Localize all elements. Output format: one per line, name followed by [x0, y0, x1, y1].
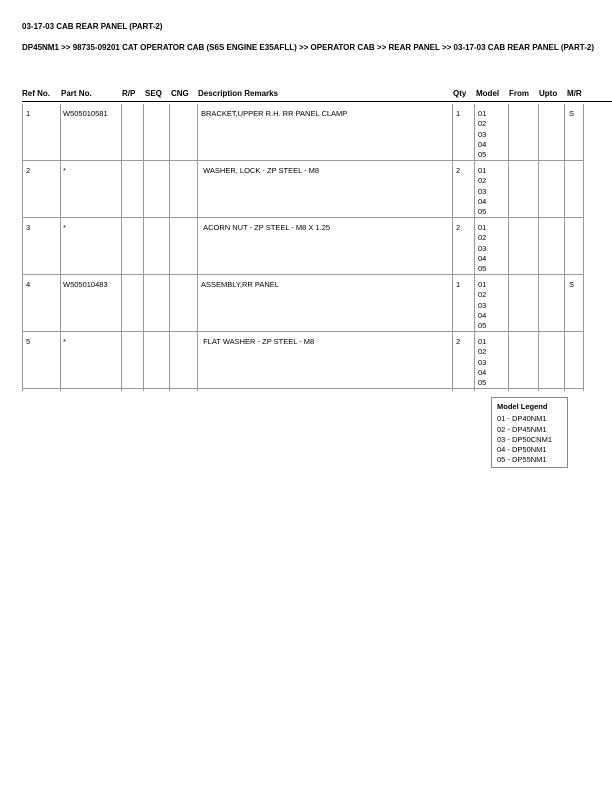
header-divider	[22, 101, 612, 102]
cell-description: BRACKET,UPPER R.H. RR PANEL CLAMP	[201, 109, 348, 118]
cell-description: WASHER, LOCK - ZP STEEL - M8	[201, 166, 320, 175]
table-row	[22, 275, 583, 332]
header-rp: R/P	[122, 89, 136, 98]
cell-qty: 2	[456, 337, 461, 346]
cell-part-no[interactable]: W505010581	[63, 109, 108, 118]
cell-part-no[interactable]: W505010483	[63, 280, 108, 289]
header-seq: SEQ	[145, 89, 162, 98]
cell-mr: S	[569, 280, 575, 289]
table-row	[22, 218, 583, 275]
cell-qty: 1	[456, 280, 461, 289]
cell-models: 01 02 03 04 05	[478, 280, 487, 331]
parts-table	[22, 104, 583, 389]
cell-part-no[interactable]: *	[63, 337, 66, 346]
cell-ref: 5	[26, 337, 31, 346]
cell-qty: 2	[456, 166, 461, 175]
header-description: Description Remarks	[198, 89, 279, 98]
cell-models: 01 02 03 04 05	[478, 166, 487, 217]
cell-qty: 1	[456, 109, 461, 118]
cell-ref: 4	[26, 280, 31, 289]
legend-item: 02 - DP45NM1	[497, 424, 547, 434]
table-row	[22, 332, 583, 389]
header-upto: Upto	[539, 89, 558, 98]
header-qty: Qty	[453, 89, 467, 98]
header-ref-no: Ref No.	[22, 89, 50, 98]
cell-ref: 1	[26, 109, 31, 118]
cell-models: 01 02 03 04 05	[478, 109, 487, 160]
grid-line	[583, 104, 584, 391]
legend-item: 04 - DP50NM1	[497, 445, 547, 455]
cell-mr: S	[569, 109, 575, 118]
header-cng: CNG	[171, 89, 189, 98]
cell-description: ASSEMBLY,RR PANEL	[201, 280, 279, 289]
header-from: From	[509, 89, 529, 98]
header-mr: M/R	[567, 89, 582, 98]
cell-models: 01 02 03 04 05	[478, 337, 487, 388]
header-model: Model	[476, 89, 500, 98]
cell-ref: 3	[26, 223, 31, 232]
cell-models: 01 02 03 04 05	[478, 223, 487, 274]
table-row	[22, 104, 583, 161]
cell-ref: 2	[26, 166, 31, 175]
legend-item: 01 - DP40NM1	[497, 414, 547, 424]
page-title: 03-17-03 CAB REAR PANEL (PART-2)	[22, 22, 163, 31]
model-legend-title: Model Legend	[497, 402, 548, 411]
cell-qty: 2	[456, 223, 461, 232]
header-part-no: Part No.	[61, 89, 92, 98]
breadcrumb: DP45NM1 >> 98735-09201 CAT OPERATOR CAB (S6S ENGINE E35AFLL) >> OPERATOR CAB >> REAR PANEL >> 03-17-03 CAB REAR PANEL (PART-2)	[22, 43, 595, 52]
cell-description: ACORN NUT - ZP STEEL - M8 X 1.25	[201, 223, 331, 232]
table-row	[22, 161, 583, 218]
legend-item: 05 - DP55NM1	[497, 455, 547, 465]
cell-part-no[interactable]: *	[63, 223, 66, 232]
cell-part-no[interactable]: *	[63, 166, 66, 175]
legend-item: 03 - DP50CNM1	[497, 434, 553, 444]
cell-description: FLAT WASHER - ZP STEEL - M8	[201, 337, 315, 346]
model-legend	[491, 397, 568, 468]
